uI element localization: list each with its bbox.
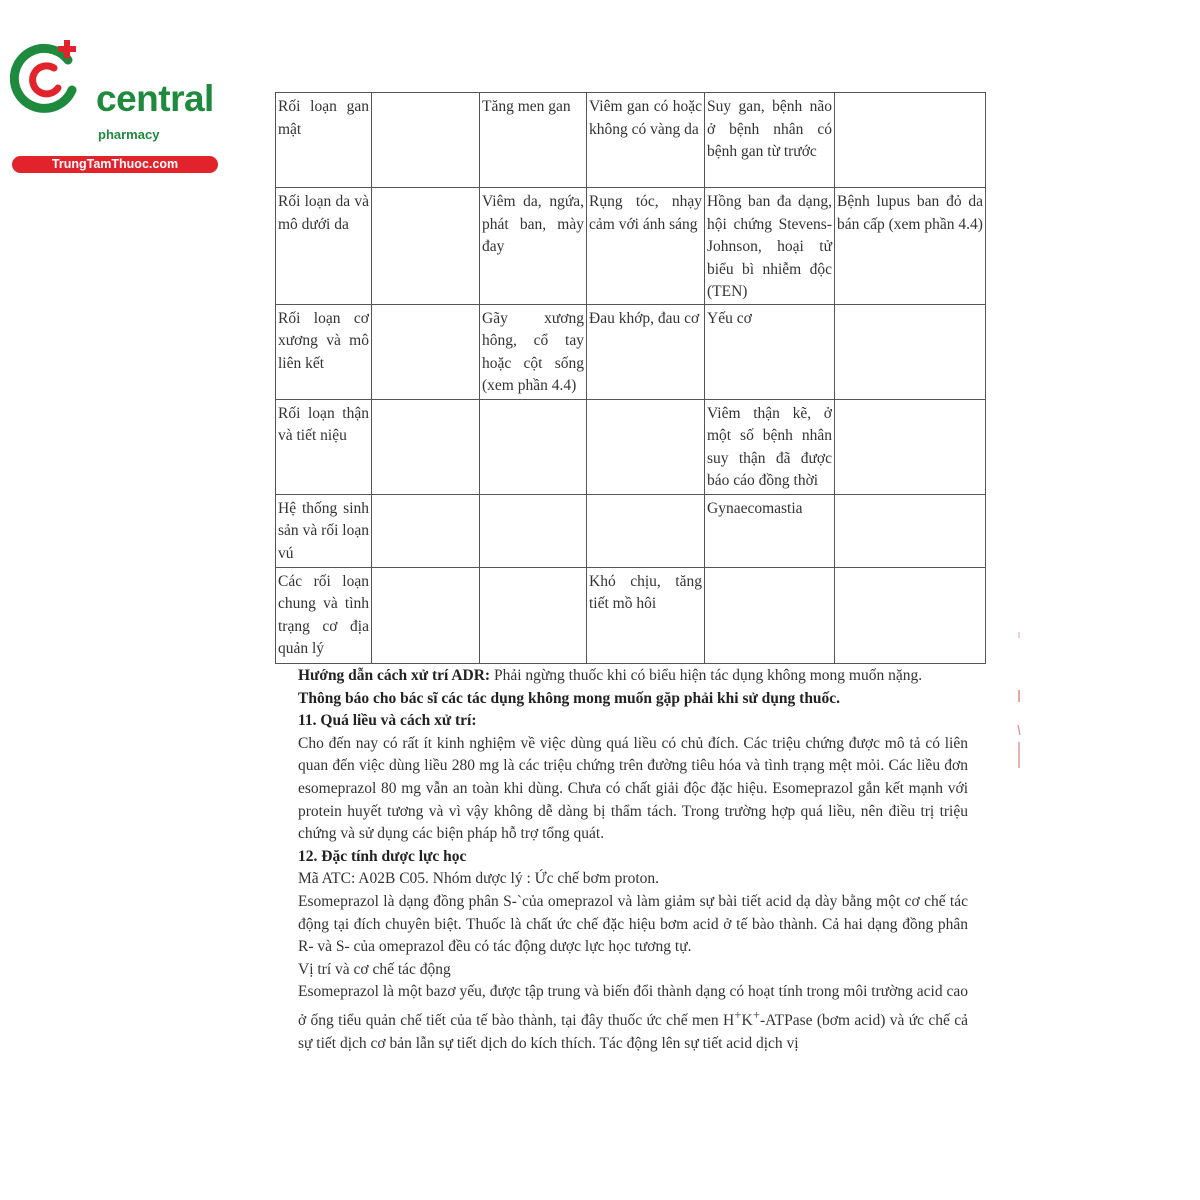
table-body	[276, 93, 986, 664]
superscript-plus: +	[752, 1006, 760, 1022]
logo-subtitle: pharmacy	[98, 127, 160, 142]
section-11-heading: 11. Quá liều và cách xử trí:	[298, 712, 477, 730]
organ-class-cell: Hệ thống sinh sản và rối loạn vú	[276, 494, 372, 567]
adr-guidance-paragraph	[298, 665, 968, 688]
table-cell	[835, 304, 986, 399]
table-cell: Bệnh lupus ban đỏ da bán cấp (xem phần 4.4)	[835, 188, 986, 305]
central-pharmacy-logo-icon	[10, 38, 90, 118]
table-cell	[587, 494, 705, 567]
notify-doctor-note: Thông báo cho bác sĩ các tác dụng không mong muốn gặp phải khi sử dụng thuốc.	[298, 689, 841, 707]
table-cell	[835, 93, 986, 188]
brand-logo	[10, 38, 215, 171]
section-11-body: Cho đến nay có rất ít kinh nghiệm về việc dùng quá liều có chủ đích. Các triệu chứng được mô tả có liên quan đến việc dùng liều 280 mg là các triệu chứng trên đường tiêu hóa và tình trạng mệt mỏi. Các liều đơn esomeprazol 80 mg vẫn an toàn khi dùng. Chưa có chất giải độc đặc hiệu. Esomeprazol gắn kết mạnh với protein huyết tương và vì vậy không dễ dàng bị thẩm tách. Trong trường hợp quá liều, nên điều trị triệu chứng và sử dụng các biện pháp hỗ trợ tổng quát.	[298, 734, 968, 843]
table-cell: Khó chịu, tăng tiết mồ hôi	[587, 567, 705, 663]
table-cell: Suy gan, bệnh não ở bệnh nhân có bệnh gan từ trước	[705, 93, 835, 188]
table-cell: Rụng tóc, nhạy cảm với ánh sáng	[587, 188, 705, 305]
table-cell	[480, 399, 587, 494]
table-cell	[587, 399, 705, 494]
stamp-mark-icon	[1014, 630, 1024, 770]
document-body	[298, 665, 968, 1055]
table-cell: Gãy xương hông, cổ tay hoặc cột sống (xem phần 4.4)	[480, 304, 587, 399]
table-row	[276, 93, 986, 188]
table-row	[276, 494, 986, 567]
table-row	[276, 399, 986, 494]
organ-class-cell: Rối loạn thận và tiết niệu	[276, 399, 372, 494]
table-cell	[480, 567, 587, 663]
logo-name: central	[96, 78, 214, 119]
table-cell	[372, 304, 480, 399]
table-cell: Viêm da, ngứa, phát ban, mày đay	[480, 188, 587, 305]
adverse-reactions-table	[275, 92, 986, 664]
table-cell: Gynaecomastia	[705, 494, 835, 567]
table-cell: Hồng ban đa dạng, hội chứng Stevens-Johnson, hoại tử biểu bì nhiễm độc (TEN)	[705, 188, 835, 305]
table-cell: Đau khớp, đau cơ	[587, 304, 705, 399]
table-cell	[835, 494, 986, 567]
logo-website-banner: TrungTamThuoc.com	[12, 156, 218, 173]
table-cell	[372, 188, 480, 305]
table-cell	[480, 494, 587, 567]
table-row	[276, 567, 986, 663]
table-row	[276, 304, 986, 399]
table-cell	[372, 567, 480, 663]
atc-code-line: Mã ATC: A02B C05. Nhóm dược lý : Ức chế bơm proton.	[298, 870, 660, 888]
table-cell: Yếu cơ	[705, 304, 835, 399]
table-cell	[835, 399, 986, 494]
table-cell	[372, 494, 480, 567]
table-cell: Tăng men gan	[480, 93, 587, 188]
adr-guidance-text: Phải ngừng thuốc khi có biểu hiện tác dụng không mong muốn nặng.	[490, 667, 923, 684]
mechanism-text-a: Esomeprazol là một bazơ yếu, được tập trung và biến đổi thành dạng có hoạt tính trong môi trường acid cao ở ống tiểu quản chế tiết của tế bào thành, tại đây thuốc ức chế men H	[298, 983, 968, 1030]
mechanism-subheading: Vị trí và cơ chế tác động	[298, 960, 451, 978]
table-cell: Viêm thận kẽ, ở một số bệnh nhân suy thận đã được báo cáo đồng thời	[705, 399, 835, 494]
potassium-symbol: K	[741, 1012, 753, 1030]
table-cell	[372, 399, 480, 494]
table-cell	[835, 567, 986, 663]
table-cell	[372, 93, 480, 188]
table-cell: Viêm gan có hoặc không có vàng da	[587, 93, 705, 188]
superscript-plus: +	[734, 1006, 742, 1022]
table-cell	[705, 567, 835, 663]
adr-guidance-label: Hướng dẫn cách xử trí ADR:	[298, 667, 491, 684]
section-12-heading: 12. Đặc tính dược lực học	[298, 847, 467, 865]
organ-class-cell: Các rối loạn chung và tình trạng cơ địa quản lý	[276, 567, 372, 663]
organ-class-cell: Rối loạn da và mô dưới da	[276, 188, 372, 305]
table-row	[276, 188, 986, 305]
organ-class-cell: Rối loạn cơ xương và mô liên kết	[276, 304, 372, 399]
mechanism-text-b: -ATPase (bơm acid) và ức chế cả sự tiết dịch cơ bản lẫn sự tiết dịch do kích thích. Tác động lên sự tiết acid dịch vị	[298, 1012, 968, 1052]
mechanism-paragraph	[298, 981, 968, 1055]
organ-class-cell: Rối loạn gan mật	[276, 93, 372, 188]
section-12-paragraph: Esomeprazol là dạng đồng phân S-`của omeprazol và làm giảm sự bài tiết acid dạ dày bằng một cơ chế tác động tại đích chuyên biệt. Thuốc là chất ức chế đặc hiệu bơm acid ở tế bào thành. Cả hai dạng đồng phân R- và S- của omeprazol đều có tác động dược lực học tương tự.	[298, 892, 968, 956]
